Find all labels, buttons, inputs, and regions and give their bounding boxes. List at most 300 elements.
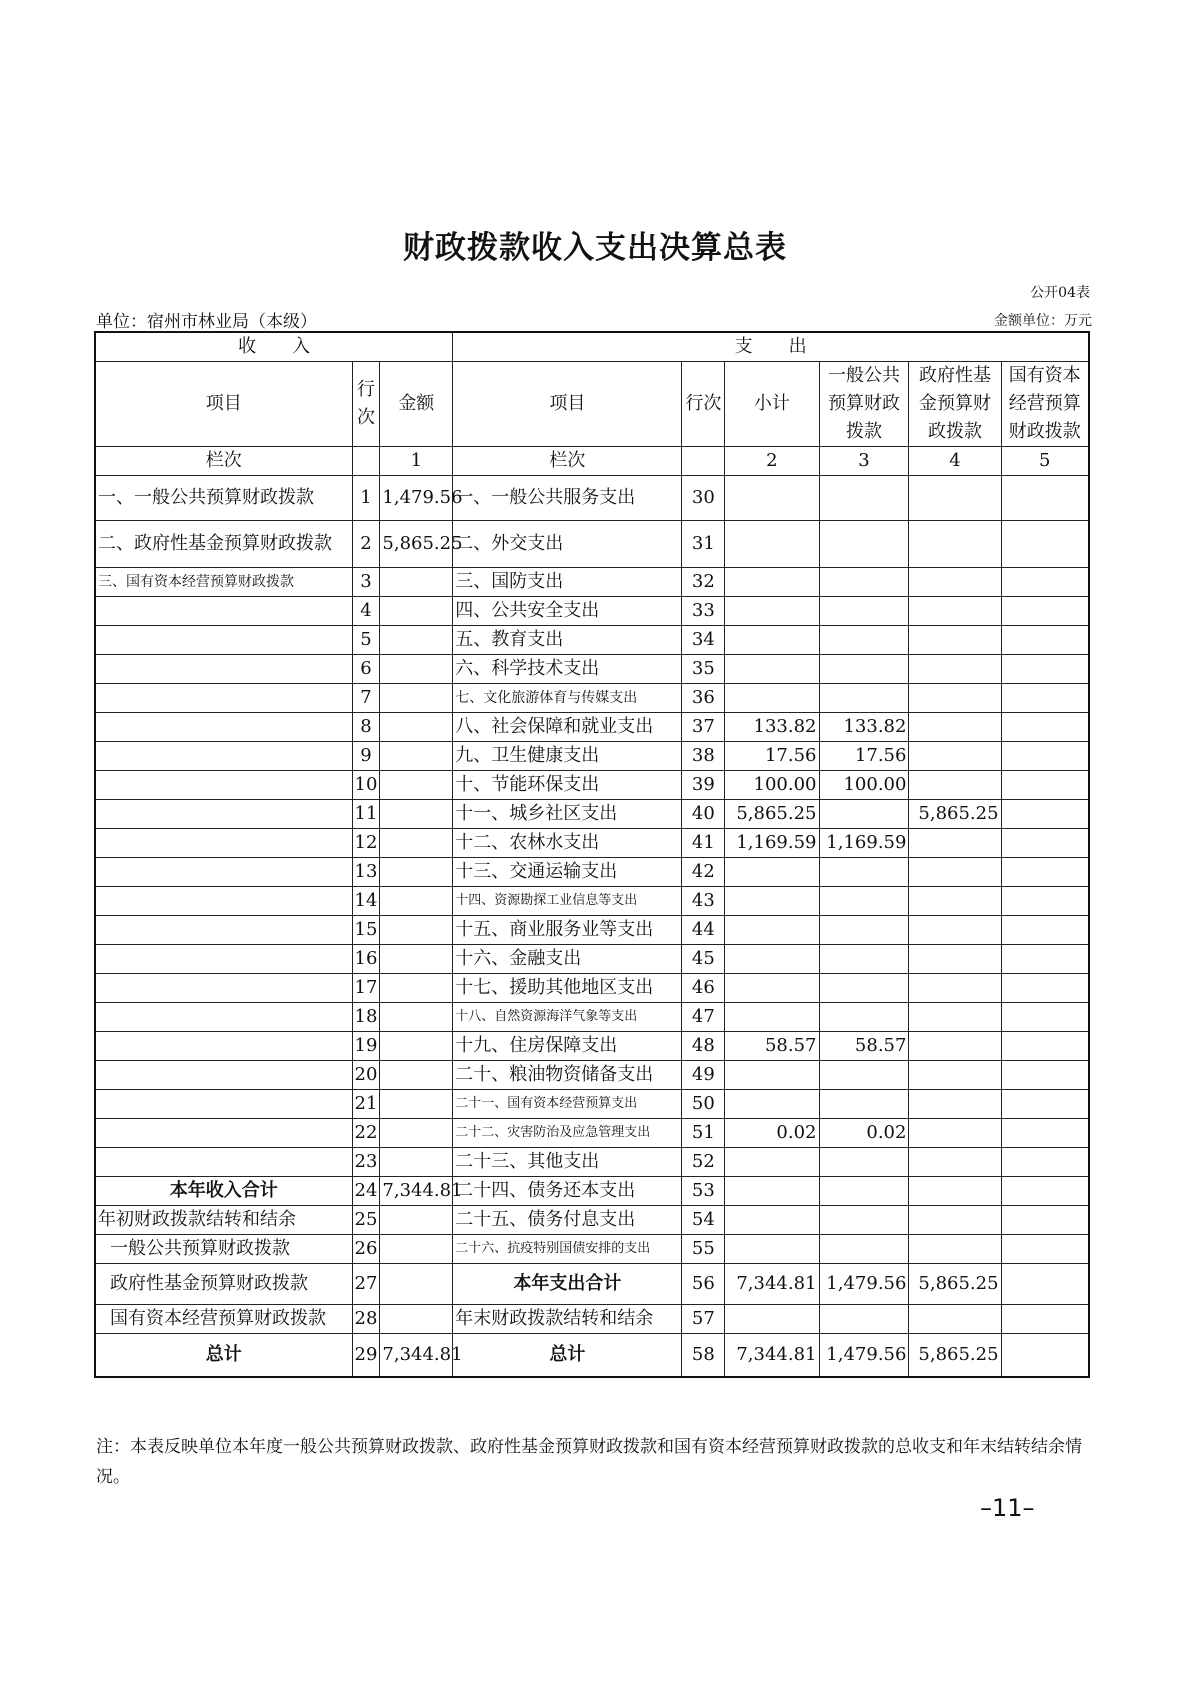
table-row [95, 597, 1089, 626]
cell-in-no: 12 [352, 829, 380, 858]
column-number-5: 5 [1001, 447, 1089, 476]
cell-ex-item: 十五、商业服务业等支出 [453, 916, 682, 945]
cell-in-item [95, 916, 352, 945]
cell-in-amt [380, 742, 453, 771]
expense-row-no-header: 行次 [682, 362, 725, 447]
cell-ex-no: 45 [682, 945, 725, 974]
cell-gen: 133.82 [819, 713, 909, 742]
cell-fund [909, 626, 1001, 655]
cell-state [1001, 800, 1089, 829]
cell-sub [725, 887, 819, 916]
cell-state [1001, 655, 1089, 684]
cell-ex-item: 十三、交通运输支出 [453, 858, 682, 887]
cell-ex-no: 36 [682, 684, 725, 713]
cell-gen: 1,479.56 [819, 1264, 909, 1305]
cell-in-amt [380, 1305, 453, 1334]
money-unit-label: 金额单位：万元 [994, 313, 1092, 329]
cell-gen [819, 597, 909, 626]
cell-in-amt [380, 829, 453, 858]
cell-state [1001, 568, 1089, 597]
table-row [95, 476, 1089, 521]
cell-ex-no: 37 [682, 713, 725, 742]
cell-ex-item: 本年支出合计 [453, 1264, 682, 1305]
cell-in-no: 4 [352, 597, 380, 626]
cell-in-item [95, 858, 352, 887]
cell-gen [819, 1235, 909, 1264]
cell-fund [909, 916, 1001, 945]
cell-fund [909, 521, 1001, 568]
cell-state [1001, 684, 1089, 713]
cell-fund [909, 1032, 1001, 1061]
cell-ex-no: 44 [682, 916, 725, 945]
state-capital-header: 国有资本经营预算财政拨款 [1001, 362, 1089, 447]
cell-ex-no: 58 [682, 1334, 725, 1378]
column-number-2: 2 [725, 447, 819, 476]
cell-ex-item: 二十、粮油物资储备支出 [453, 1061, 682, 1090]
table-row [95, 655, 1089, 684]
cell-fund: 5,865.25 [909, 1334, 1001, 1378]
cell-gen [819, 887, 909, 916]
cell-gen [819, 945, 909, 974]
cell-sub [725, 521, 819, 568]
column-label-expense: 栏次 [453, 447, 682, 476]
cell-in-no: 22 [352, 1119, 380, 1148]
cell-in-amt [380, 1032, 453, 1061]
cell-fund [909, 742, 1001, 771]
table-row [95, 829, 1089, 858]
cell-in-no: 24 [352, 1177, 380, 1206]
cell-state [1001, 1032, 1089, 1061]
table-row [95, 684, 1089, 713]
cell-sub [725, 1148, 819, 1177]
cell-sub [725, 974, 819, 1003]
cell-ex-no: 48 [682, 1032, 725, 1061]
cell-in-no: 14 [352, 887, 380, 916]
cell-gen [819, 655, 909, 684]
column-number-4: 4 [909, 447, 1001, 476]
cell-sub [725, 476, 819, 521]
cell-ex-no: 54 [682, 1206, 725, 1235]
cell-sub [725, 1003, 819, 1032]
cell-ex-item: 十七、援助其他地区支出 [453, 974, 682, 1003]
cell-gen [819, 974, 909, 1003]
cell-in-amt [380, 626, 453, 655]
cell-gen [819, 916, 909, 945]
cell-state [1001, 1090, 1089, 1119]
cell-in-no: 26 [352, 1235, 380, 1264]
cell-in-amt: 1,479.56 [380, 476, 453, 521]
cell-in-amt [380, 1148, 453, 1177]
cell-in-item [95, 1061, 352, 1090]
cell-gen [819, 568, 909, 597]
cell-gen [819, 626, 909, 655]
cell-state [1001, 1148, 1089, 1177]
cell-ex-item: 二十三、其他支出 [453, 1148, 682, 1177]
cell-ex-no: 52 [682, 1148, 725, 1177]
income-row-no-header: 行次 [352, 362, 380, 447]
cell-in-amt [380, 1264, 453, 1305]
cell-sub: 17.56 [725, 742, 819, 771]
cell-in-amt: 7,344.81 [380, 1334, 453, 1378]
cell-state [1001, 521, 1089, 568]
cell-ex-no: 41 [682, 829, 725, 858]
cell-ex-item: 四、公共安全支出 [453, 597, 682, 626]
cell-ex-no: 57 [682, 1305, 725, 1334]
cell-in-item [95, 684, 352, 713]
cell-state [1001, 1305, 1089, 1334]
cell-in-item [95, 597, 352, 626]
cell-fund: 5,865.25 [909, 800, 1001, 829]
cell-ex-no: 34 [682, 626, 725, 655]
cell-sub [725, 684, 819, 713]
cell-state [1001, 1206, 1089, 1235]
cell-sub [725, 945, 819, 974]
cell-ex-item: 二十一、国有资本经营预算支出 [453, 1090, 682, 1119]
cell-ex-no: 35 [682, 655, 725, 684]
cell-fund [909, 713, 1001, 742]
cell-in-no: 3 [352, 568, 380, 597]
cell-fund [909, 1305, 1001, 1334]
cell-state [1001, 1119, 1089, 1148]
cell-in-item [95, 655, 352, 684]
cell-in-amt [380, 655, 453, 684]
cell-ex-no: 38 [682, 742, 725, 771]
cell-in-amt [380, 597, 453, 626]
cell-ex-item: 九、卫生健康支出 [453, 742, 682, 771]
cell-state [1001, 742, 1089, 771]
cell-ex-item: 总计 [453, 1334, 682, 1378]
cell-sub: 0.02 [725, 1119, 819, 1148]
cell-sub [725, 858, 819, 887]
cell-in-amt [380, 1206, 453, 1235]
cell-in-no: 19 [352, 1032, 380, 1061]
cell-in-no: 8 [352, 713, 380, 742]
cell-in-amt [380, 1003, 453, 1032]
cell-sub [725, 916, 819, 945]
cell-sub [725, 1061, 819, 1090]
cell-gen: 0.02 [819, 1119, 909, 1148]
cell-state [1001, 1264, 1089, 1305]
cell-in-no: 28 [352, 1305, 380, 1334]
cell-sub [725, 1305, 819, 1334]
cell-ex-item: 十六、金融支出 [453, 945, 682, 974]
cell-ex-item: 十一、城乡社区支出 [453, 800, 682, 829]
cell-state [1001, 916, 1089, 945]
table-row [95, 1177, 1089, 1206]
cell-ex-no: 47 [682, 1003, 725, 1032]
cell-sub: 7,344.81 [725, 1334, 819, 1378]
table-row [95, 742, 1089, 771]
cell-ex-item: 十九、住房保障支出 [453, 1032, 682, 1061]
cell-state [1001, 858, 1089, 887]
cell-sub [725, 626, 819, 655]
cell-sub: 7,344.81 [725, 1264, 819, 1305]
cell-fund [909, 858, 1001, 887]
cell-fund [909, 887, 1001, 916]
cell-state [1001, 597, 1089, 626]
table-row [95, 1090, 1089, 1119]
cell-in-item: 一、一般公共预算财政拨款 [95, 476, 352, 521]
cell-in-item [95, 1032, 352, 1061]
cell-ex-no: 43 [682, 887, 725, 916]
cell-in-no: 11 [352, 800, 380, 829]
fund-budget-header: 政府性基金预算财政拨款 [909, 362, 1001, 447]
cell-ex-no: 55 [682, 1235, 725, 1264]
cell-in-no: 5 [352, 626, 380, 655]
table-row [95, 1206, 1089, 1235]
cell-in-amt [380, 887, 453, 916]
cell-in-no: 7 [352, 684, 380, 713]
cell-in-item [95, 742, 352, 771]
cell-in-amt [380, 974, 453, 1003]
cell-ex-no: 33 [682, 597, 725, 626]
cell-fund [909, 829, 1001, 858]
cell-state [1001, 1003, 1089, 1032]
cell-sub [725, 655, 819, 684]
column-label: 栏次 [95, 447, 352, 476]
table-row [95, 568, 1089, 597]
table-row [95, 1032, 1089, 1061]
table-row [95, 974, 1089, 1003]
cell-state [1001, 476, 1089, 521]
cell-state [1001, 945, 1089, 974]
cell-ex-item: 二、外交支出 [453, 521, 682, 568]
expense-item-header: 项目 [453, 362, 682, 447]
cell-in-amt [380, 1119, 453, 1148]
cell-in-no: 25 [352, 1206, 380, 1235]
cell-gen [819, 1061, 909, 1090]
cell-gen [819, 800, 909, 829]
cell-fund [909, 655, 1001, 684]
table-row [95, 858, 1089, 887]
cell-gen: 1,169.59 [819, 829, 909, 858]
column-number-1: 1 [380, 447, 453, 476]
cell-in-amt: 7,344.81 [380, 1177, 453, 1206]
table-row [95, 713, 1089, 742]
cell-in-no: 29 [352, 1334, 380, 1378]
cell-ex-no: 56 [682, 1264, 725, 1305]
cell-in-item [95, 1003, 352, 1032]
table-row [95, 945, 1089, 974]
cell-ex-item: 十二、农林水支出 [453, 829, 682, 858]
cell-ex-item: 二十四、债务还本支出 [453, 1177, 682, 1206]
table-row [95, 1119, 1089, 1148]
cell-in-item: 国有资本经营预算财政拨款 [95, 1305, 352, 1334]
cell-in-amt [380, 771, 453, 800]
table-row [95, 916, 1089, 945]
cell-in-amt: 5,865.25 [380, 521, 453, 568]
table-row [95, 1148, 1089, 1177]
cell-gen [819, 1003, 909, 1032]
cell-in-item [95, 800, 352, 829]
table-row [95, 1235, 1089, 1264]
cell-in-item: 本年收入合计 [95, 1177, 352, 1206]
cell-in-item [95, 1148, 352, 1177]
cell-ex-no: 42 [682, 858, 725, 887]
cell-sub: 133.82 [725, 713, 819, 742]
subtotal-header: 小计 [725, 362, 819, 447]
cell-gen [819, 1148, 909, 1177]
cell-in-amt [380, 858, 453, 887]
unit-label: 单位：宿州市林业局（本级） [96, 312, 317, 332]
table-row [95, 1003, 1089, 1032]
cell-gen: 58.57 [819, 1032, 909, 1061]
cell-fund [909, 974, 1001, 1003]
cell-fund [909, 1177, 1001, 1206]
cell-ex-item: 七、文化旅游体育与传媒支出 [453, 684, 682, 713]
form-code: 公开04表 [1030, 285, 1090, 301]
cell-in-item: 政府性基金预算财政拨款 [95, 1264, 352, 1305]
cell-ex-item: 三、国防支出 [453, 568, 682, 597]
cell-fund [909, 597, 1001, 626]
cell-ex-item: 二十六、抗疫特别国债安排的支出 [453, 1235, 682, 1264]
cell-ex-item: 八、社会保障和就业支出 [453, 713, 682, 742]
cell-state [1001, 1177, 1089, 1206]
table-row [95, 1061, 1089, 1090]
cell-in-item [95, 829, 352, 858]
cell-gen [819, 684, 909, 713]
page-number: –11– [980, 1494, 1035, 1522]
cell-sub [725, 1090, 819, 1119]
cell-fund [909, 1090, 1001, 1119]
cell-ex-item: 十、节能环保支出 [453, 771, 682, 800]
income-item-header: 项目 [95, 362, 352, 447]
cell-ex-item: 二十二、灾害防治及应急管理支出 [453, 1119, 682, 1148]
cell-ex-item: 十八、自然资源海洋气象等支出 [453, 1003, 682, 1032]
cell-fund [909, 568, 1001, 597]
cell-in-item: 年初财政拨款结转和结余 [95, 1206, 352, 1235]
cell-state [1001, 771, 1089, 800]
income-amount-header: 金额 [380, 362, 453, 447]
cell-in-item [95, 1119, 352, 1148]
table-row [95, 626, 1089, 655]
cell-in-no: 13 [352, 858, 380, 887]
cell-state [1001, 974, 1089, 1003]
cell-sub [725, 1177, 819, 1206]
table-note: 注：本表反映单位本年度一般公共预算财政拨款、政府性基金预算财政拨款和国有资本经营预算财政拨款的总收支和年末结转结余情况。 [96, 1437, 1082, 1487]
table-row [95, 1305, 1089, 1334]
cell-fund [909, 1061, 1001, 1090]
cell-in-item [95, 887, 352, 916]
cell-in-no: 1 [352, 476, 380, 521]
cell-in-amt [380, 800, 453, 829]
cell-sub [725, 1206, 819, 1235]
cell-ex-no: 31 [682, 521, 725, 568]
table-row [95, 771, 1089, 800]
cell-in-amt [380, 945, 453, 974]
cell-ex-item: 二十五、债务付息支出 [453, 1206, 682, 1235]
cell-state [1001, 1334, 1089, 1378]
budget-table [94, 331, 1090, 1378]
expense-header: 支 出 [453, 332, 1089, 362]
cell-gen [819, 1177, 909, 1206]
table-row [95, 800, 1089, 829]
cell-in-amt [380, 1235, 453, 1264]
cell-in-no: 20 [352, 1061, 380, 1090]
cell-ex-no: 49 [682, 1061, 725, 1090]
page-title: 财政拨款收入支出决算总表 [403, 230, 787, 266]
cell-in-no: 21 [352, 1090, 380, 1119]
cell-in-item [95, 771, 352, 800]
income-header: 收 入 [95, 332, 453, 362]
cell-gen [819, 1206, 909, 1235]
cell-in-no: 10 [352, 771, 380, 800]
cell-in-no: 15 [352, 916, 380, 945]
cell-in-item [95, 1090, 352, 1119]
cell-sub [725, 1235, 819, 1264]
cell-ex-no: 40 [682, 800, 725, 829]
cell-gen [819, 476, 909, 521]
cell-sub [725, 568, 819, 597]
cell-in-amt [380, 1061, 453, 1090]
cell-in-no: 18 [352, 1003, 380, 1032]
cell-in-amt [380, 713, 453, 742]
column-number-3: 3 [819, 447, 909, 476]
cell-fund [909, 684, 1001, 713]
cell-state [1001, 626, 1089, 655]
cell-sub: 100.00 [725, 771, 819, 800]
cell-ex-no: 30 [682, 476, 725, 521]
cell-in-amt [380, 1090, 453, 1119]
table-row [95, 887, 1089, 916]
cell-ex-no: 51 [682, 1119, 725, 1148]
cell-ex-no: 39 [682, 771, 725, 800]
cell-fund [909, 1119, 1001, 1148]
cell-in-item: 二、政府性基金预算财政拨款 [95, 521, 352, 568]
cell-fund [909, 1003, 1001, 1032]
cell-fund: 5,865.25 [909, 1264, 1001, 1305]
cell-fund [909, 771, 1001, 800]
table-row [95, 521, 1089, 568]
cell-fund [909, 1235, 1001, 1264]
cell-fund [909, 1206, 1001, 1235]
cell-in-item [95, 974, 352, 1003]
cell-in-amt [380, 684, 453, 713]
cell-ex-no: 50 [682, 1090, 725, 1119]
cell-in-no: 2 [352, 521, 380, 568]
cell-sub [725, 597, 819, 626]
cell-ex-item: 一、一般公共服务支出 [453, 476, 682, 521]
cell-in-item [95, 626, 352, 655]
cell-ex-item: 十四、资源勘探工业信息等支出 [453, 887, 682, 916]
cell-in-amt [380, 568, 453, 597]
cell-gen [819, 1090, 909, 1119]
cell-ex-item: 年末财政拨款结转和结余 [453, 1305, 682, 1334]
cell-state [1001, 713, 1089, 742]
cell-state [1001, 1061, 1089, 1090]
cell-gen: 1,479.56 [819, 1334, 909, 1378]
cell-gen [819, 858, 909, 887]
cell-gen: 17.56 [819, 742, 909, 771]
cell-in-no: 16 [352, 945, 380, 974]
table-row [95, 1334, 1089, 1378]
cell-in-item: 三、国有资本经营预算财政拨款 [95, 568, 352, 597]
cell-fund [909, 476, 1001, 521]
cell-in-no: 17 [352, 974, 380, 1003]
general-budget-header: 一般公共预算财政拨款 [819, 362, 909, 447]
cell-in-item [95, 713, 352, 742]
cell-state [1001, 829, 1089, 858]
cell-in-item: 总计 [95, 1334, 352, 1378]
cell-in-no: 9 [352, 742, 380, 771]
cell-fund [909, 945, 1001, 974]
cell-ex-no: 46 [682, 974, 725, 1003]
cell-in-item [95, 945, 352, 974]
cell-gen: 100.00 [819, 771, 909, 800]
table-row [95, 1264, 1089, 1305]
cell-ex-no: 32 [682, 568, 725, 597]
cell-in-no: 23 [352, 1148, 380, 1177]
